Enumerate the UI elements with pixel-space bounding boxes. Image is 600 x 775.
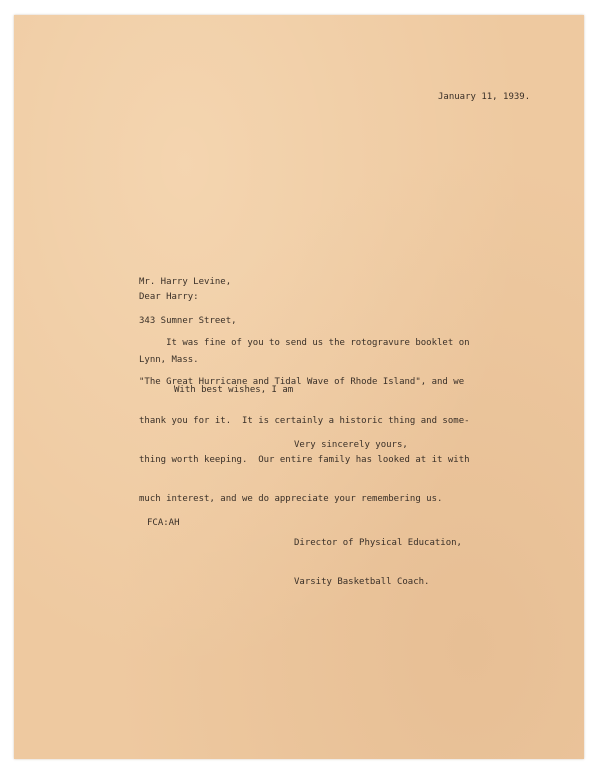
letter-date: January 11, 1939. [438,92,531,102]
signature-line: Varsity Basketball Coach. [294,577,430,587]
body-line: thank you for it. It is certainly a historic thing and some- [139,416,470,426]
reference-initials: FCA:AH [147,518,180,528]
address-line: 343 Sumner Street, [139,316,237,326]
address-line: Lynn, Mass. [139,355,199,365]
letter-page [14,15,584,759]
body-line: "The Great Hurricane and Tidal Wave of Rhode Island", and we [139,377,465,387]
body-line: It was fine of you to send us the rotogravure booklet on [139,338,470,348]
body-line: much interest, and we do appreciate your remembering us. [139,494,443,504]
body-line: thing worth keeping. Our entire family has looked at it with [139,455,470,465]
signature-block [294,511,462,615]
complimentary-close: Very sincerely yours, [294,440,408,450]
address-line: Mr. Harry Levine, [139,277,232,287]
signature-line: Director of Physical Education, [294,538,462,548]
closing-wish: With best wishes, I am [174,385,294,395]
salutation: Dear Harry: [139,292,199,302]
letter-body [139,311,470,532]
